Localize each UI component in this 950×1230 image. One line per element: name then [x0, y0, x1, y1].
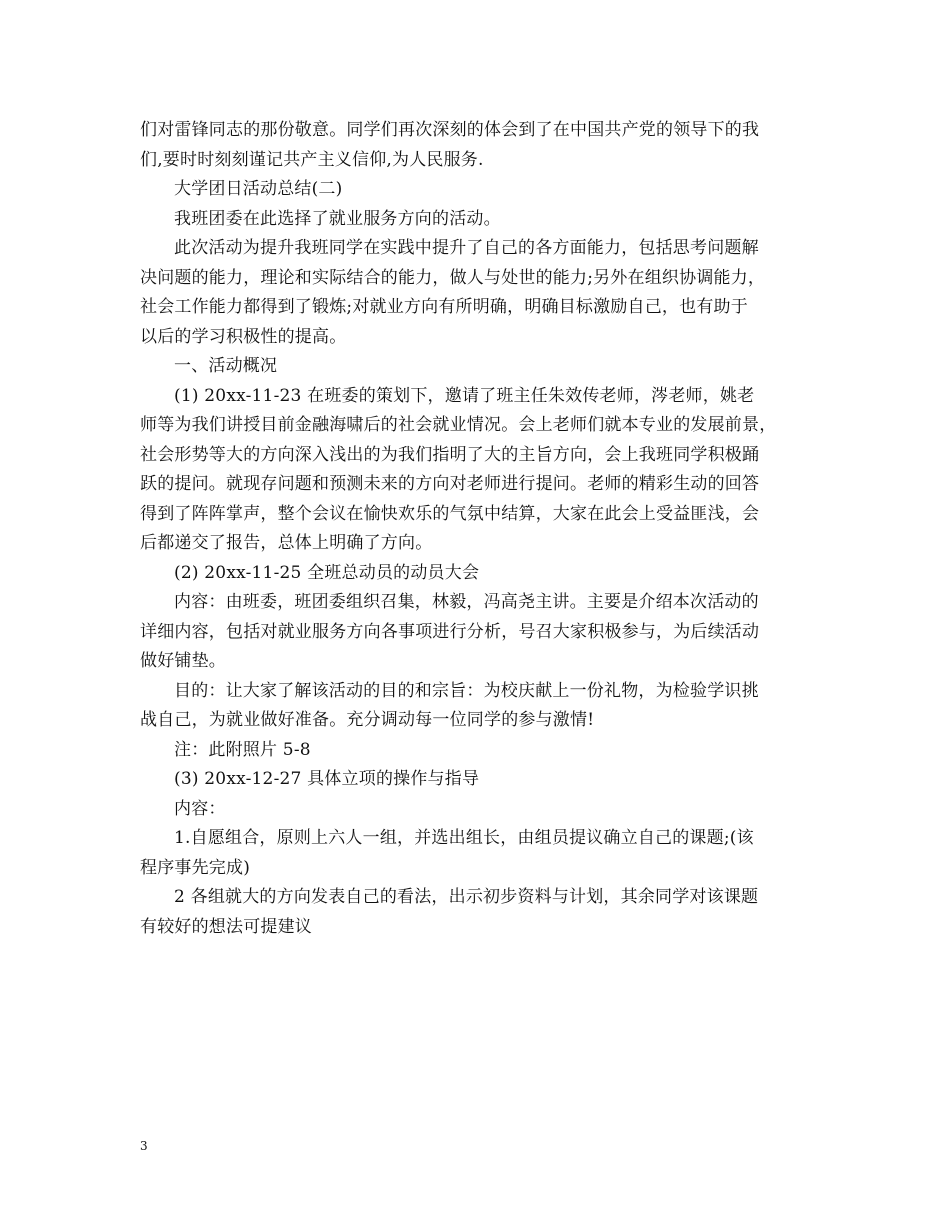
page-number: 3 — [140, 1139, 148, 1153]
body-text — [140, 116, 820, 942]
text-line: 内容：由班委，班团委组织召集，林毅，冯高尧主讲。主要是介绍本次活动的 — [174, 592, 759, 612]
text-line: 得到了阵阵掌声，整个会议在愉快欢乐的气氛中结算，大家在此会上受益匪浅，会 — [140, 503, 760, 524]
text-line: 程序事先完成) — [140, 857, 251, 878]
text-line: 以后的学习积极性的提高。 — [140, 326, 347, 347]
text-line: 后都递交了报告，总体上明确了方向。 — [140, 533, 433, 553]
text-line: 社会形势等大的方向深入浅出的为我们指明了大的主旨方向，会上我班同学积极踊 — [140, 444, 760, 465]
text-line: 社会工作能力都得到了锻炼;对就业方向有所明确，明确目标激励自己，也有助于 — [140, 297, 748, 317]
text-line: 一、活动概况 — [174, 356, 278, 376]
text-line: 详细内容，包括对就业服务方向各事项进行分析，号召大家积极参与，为后续活动 — [140, 621, 760, 642]
text-line: 内容： — [174, 798, 226, 819]
text-line: 师等为我们讲授目前金融海啸后的社会就业情况。会上老师们就本专业的发展前景， — [140, 415, 777, 435]
text-line: 2 各组就大的方向发表自己的看法，出示初步资料与计划，其余同学对该课题 — [174, 887, 759, 907]
text-line: 注：此附照片 5-8 — [174, 739, 311, 760]
text-line: 跃的提问。就现存问题和预测未来的方向对老师进行提问。老师的精彩生动的回答 — [140, 474, 760, 494]
text-line: (2) 20xx-11-25 全班总动员的动员大会 — [174, 562, 480, 583]
text-line: 决问题的能力，理论和实际结合的能力，做人与处世的能力;另外在组织协调能力， — [140, 267, 766, 288]
text-line: 此次活动为提升我班同学在实践中提升了自己的各方面能力，包括思考问题解 — [174, 238, 759, 258]
text-line: 目的：让大家了解该活动的目的和宗旨：为校庆献上一份礼物，为检验学识挑 — [174, 680, 759, 701]
text-line: 做好铺垫。 — [140, 651, 226, 671]
text-line: 1.自愿组合，原则上六人一组，并选出组长，由组员提议确立自己的课题;(该 — [174, 828, 754, 848]
text-line: 有较好的想法可提建议 — [140, 916, 312, 937]
text-line: 战自己，为就业做好准备。充分调动每一位同学的参与激情! — [140, 710, 595, 730]
text-line: 大学团日活动总结(二) — [174, 179, 343, 199]
text-line: (3) 20xx-12-27 具体立项的操作与指导 — [174, 769, 480, 789]
text-line: 们对雷锋同志的那份敬意。同学们再次深刻的体会到了在中国共产党的领导下的我 — [140, 120, 760, 140]
text-line: (1) 20xx-11-23 在班委的策划下，邀请了班主任朱效传老师，涔老师，姚老 — [174, 385, 755, 406]
text-line: 我班团委在此选择了就业服务方向的活动。 — [174, 208, 501, 229]
text-line: 们,要时时刻刻谨记共产主义信仰,为人民服务. — [140, 149, 484, 170]
